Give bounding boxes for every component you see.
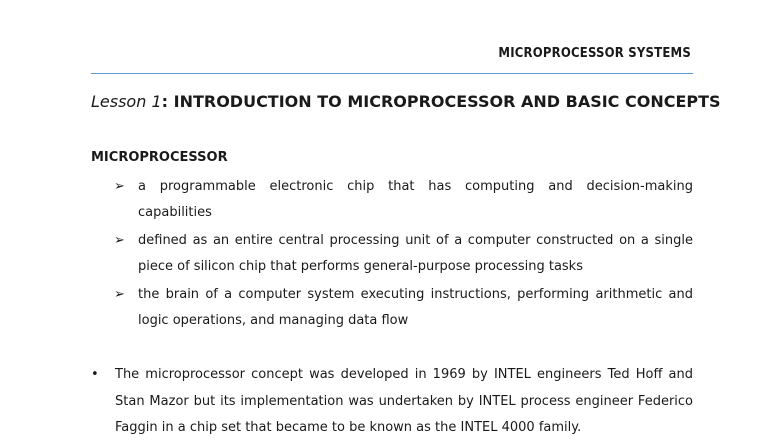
header-rule — [91, 73, 693, 74]
list-item — [91, 174, 693, 226]
lesson-label: Lesson 1 — [91, 92, 162, 111]
lesson-title-text: INTRODUCTION TO MICROPROCESSOR AND BASIC CONCEPTS — [173, 92, 721, 111]
history-list — [91, 362, 693, 442]
lesson-separator: : — [161, 92, 169, 111]
list-item — [91, 282, 693, 334]
list-item — [91, 228, 693, 280]
list-item-text: a programmable electronic chip that has computing and decision-making capabilities — [138, 179, 693, 220]
list-item — [91, 362, 693, 442]
section-heading: MICROPROCESSOR — [91, 150, 228, 165]
arrow-bullet-icon: ➢ — [114, 287, 125, 302]
arrow-bullet-icon: ➢ — [114, 233, 125, 248]
round-bullet-icon: • — [91, 367, 99, 382]
arrow-bullet-icon: ➢ — [114, 179, 125, 194]
lesson-title — [91, 92, 721, 111]
list-item-text: the brain of a computer system executing instructions, performing arithmetic and logic operations, and managing data flow — [138, 287, 693, 328]
running-header: MICROPROCESSOR SYSTEMS — [498, 46, 691, 61]
list-item-text: defined as an entire central processing unit of a computer constructed on a single piece of silicon chip that performs general-purpose processing tasks — [138, 233, 693, 274]
definition-list — [91, 174, 693, 336]
list-item-text: The microprocessor concept was developed in 1969 by INTEL engineers Ted Hoff and Stan Mazor but its implementation was undertaken by INTEL process engineer Federico Faggin in a chip set that became to be known as the INTEL 4000 family. — [115, 367, 693, 435]
